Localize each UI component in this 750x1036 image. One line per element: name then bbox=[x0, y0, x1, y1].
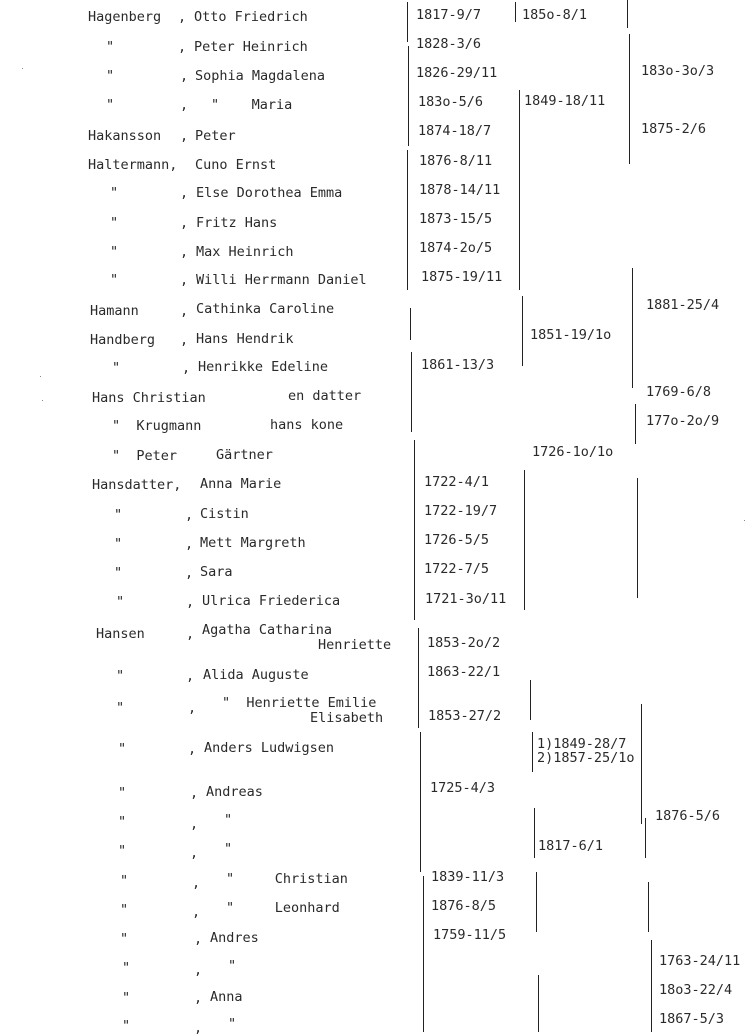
birth-date: 1726-5/5 bbox=[424, 532, 490, 548]
marriage-date-second: 2)1857-25/1o bbox=[537, 750, 635, 766]
surname: Hans Christian bbox=[92, 390, 206, 406]
birth-date: 1853-2o/2 bbox=[427, 635, 501, 651]
death-date: 177o-2o/9 bbox=[646, 413, 720, 429]
column-rule-marriage bbox=[522, 296, 523, 366]
column-rule-death bbox=[632, 268, 633, 388]
name-separator: , bbox=[186, 626, 195, 642]
birth-date: 1863-22/1 bbox=[427, 664, 501, 680]
birth-date: 1875-19/11 bbox=[421, 269, 503, 285]
surname: Hakansson bbox=[88, 128, 162, 144]
birth-date: 183o-5/6 bbox=[418, 94, 484, 110]
name-separator: , bbox=[185, 507, 194, 523]
given-name: " Christian bbox=[226, 871, 348, 887]
given-name: Sophia Magdalena bbox=[195, 68, 326, 84]
name-separator: , bbox=[192, 875, 201, 891]
birth-date: 1874-2o/5 bbox=[419, 240, 493, 256]
column-rule-death bbox=[641, 704, 642, 824]
given-name: " Leonhard bbox=[226, 900, 340, 916]
ditto-mark: " bbox=[118, 785, 127, 801]
ditto-mark: " bbox=[116, 700, 125, 716]
given-name: Gärtner bbox=[216, 447, 273, 463]
birth-date: 1876-8/5 bbox=[431, 898, 497, 914]
ditto-mark: " bbox=[224, 812, 233, 828]
birth-date: 1759-11/5 bbox=[433, 927, 507, 943]
name-separator: , bbox=[178, 9, 187, 25]
name-separator: , bbox=[192, 904, 201, 920]
name-separator: , bbox=[180, 303, 189, 319]
birth-date: 1817-9/7 bbox=[416, 7, 482, 23]
ditto-mark: " bbox=[228, 1016, 237, 1032]
column-rule-birth bbox=[414, 440, 415, 620]
birth-date: 1725-4/3 bbox=[430, 780, 496, 796]
column-rule-birth bbox=[420, 732, 421, 872]
ditto-mark: " bbox=[118, 741, 127, 757]
given-name: Anna bbox=[210, 989, 243, 1005]
column-rule-birth bbox=[411, 352, 412, 432]
given-name: Agatha Catharina bbox=[202, 622, 333, 638]
given-name: Willi Herrmann Daniel bbox=[196, 272, 367, 288]
scan-speck bbox=[22, 68, 23, 69]
birth-date: 1861-13/3 bbox=[421, 357, 495, 373]
scan-speck bbox=[40, 376, 41, 377]
name-separator: , bbox=[185, 565, 194, 581]
name-separator: , bbox=[194, 1020, 203, 1036]
death-date: 1769-6/8 bbox=[646, 384, 712, 400]
surname: Hamann bbox=[90, 303, 139, 319]
ditto-mark: " bbox=[120, 902, 129, 918]
ditto-mark: " bbox=[120, 931, 129, 947]
column-rule-marriage bbox=[524, 470, 525, 610]
name-separator: , bbox=[180, 244, 189, 260]
surname: Haltermann, bbox=[88, 157, 178, 173]
surname: Hansdatter, bbox=[92, 477, 182, 493]
birth-date: 1826-29/11 bbox=[416, 65, 498, 81]
birth-date: 1876-8/11 bbox=[419, 153, 493, 169]
ditto-mark: " bbox=[114, 565, 123, 581]
given-name: Sara bbox=[200, 564, 233, 580]
given-name: Otto Friedrich bbox=[194, 9, 308, 25]
ditto-mark: " bbox=[224, 841, 233, 857]
death-date: 1881-25/4 bbox=[646, 297, 720, 313]
name-separator: , bbox=[188, 741, 197, 757]
ditto-mark: " bbox=[116, 594, 125, 610]
name-separator: , bbox=[190, 785, 199, 801]
column-rule-death bbox=[629, 34, 630, 164]
scan-speck bbox=[42, 400, 43, 401]
birth-date: 1722-19/7 bbox=[424, 503, 498, 519]
death-date: 183o-3o/3 bbox=[641, 63, 715, 79]
column-rule-death bbox=[635, 404, 636, 444]
given-name: Hans Hendrik bbox=[196, 331, 294, 347]
death-date: 18o3-22/4 bbox=[659, 982, 733, 998]
name-separator: , bbox=[194, 931, 203, 947]
column-rule-birth bbox=[408, 46, 409, 146]
birth-date: 1722-7/5 bbox=[424, 561, 490, 577]
given-name: Cuno Ernst bbox=[195, 157, 277, 173]
birth-date: 1722-4/1 bbox=[424, 474, 490, 490]
ditto-mark: " bbox=[106, 39, 115, 55]
given-name: en datter bbox=[288, 388, 362, 404]
given-name: Else Dorothea Emma bbox=[196, 185, 343, 201]
surname: Hansen bbox=[96, 626, 145, 642]
ditto-mark: " bbox=[112, 360, 121, 376]
name-separator: , bbox=[180, 185, 189, 201]
surname: " Krugmann bbox=[112, 418, 202, 434]
ditto-mark: " bbox=[122, 1018, 131, 1034]
surname: " Peter bbox=[112, 448, 178, 464]
ditto-mark: " bbox=[110, 272, 119, 288]
column-rule-marriage bbox=[515, 2, 516, 22]
name-separator: , bbox=[185, 536, 194, 552]
given-name: Andreas bbox=[206, 784, 263, 800]
given-name: Peter bbox=[195, 128, 236, 144]
name-separator: , bbox=[180, 332, 189, 348]
death-date: 1876-5/6 bbox=[655, 808, 721, 824]
ditto-mark: " bbox=[122, 960, 131, 976]
given-name: Anders Ludwigsen bbox=[204, 740, 335, 756]
given-name: Anna Marie bbox=[200, 476, 282, 492]
column-rule-birth bbox=[407, 2, 408, 42]
given-name: Cistin bbox=[200, 506, 249, 522]
marriage-date: 1)1849-28/7 bbox=[537, 736, 627, 752]
column-rule-death bbox=[648, 882, 649, 932]
name-separator: , bbox=[194, 990, 203, 1006]
scan-speck bbox=[744, 520, 745, 521]
name-separator: , bbox=[188, 700, 197, 716]
ditto-mark: " bbox=[118, 814, 127, 830]
ditto-mark: " bbox=[228, 958, 237, 974]
ditto-mark: " bbox=[110, 244, 119, 260]
death-date: 1867-5/3 bbox=[659, 1011, 725, 1027]
column-rule-death bbox=[651, 940, 652, 1032]
ditto-mark: " bbox=[106, 68, 115, 84]
surname: Hagenberg bbox=[88, 9, 162, 25]
column-rule-birth bbox=[410, 308, 411, 340]
birth-date: 1878-14/11 bbox=[419, 182, 501, 198]
given-name: " Henriette Emilie bbox=[222, 695, 377, 711]
name-separator: , bbox=[180, 68, 189, 84]
marriage-date: 1726-1o/1o bbox=[532, 444, 614, 460]
column-rule-marriage bbox=[536, 872, 537, 932]
surname: Handberg bbox=[90, 332, 156, 348]
given-name: Max Heinrich bbox=[196, 244, 294, 260]
ditto-mark: " bbox=[122, 990, 131, 1006]
given-name: Fritz Hans bbox=[196, 215, 278, 231]
name-separator: , bbox=[194, 962, 203, 978]
name-separator: , bbox=[180, 128, 189, 144]
column-rule-marriage bbox=[538, 975, 539, 1032]
ditto-mark: " bbox=[118, 843, 127, 859]
death-date: 1875-2/6 bbox=[641, 121, 707, 137]
ditto-mark: " bbox=[106, 97, 115, 113]
given-name: Mett Margreth bbox=[200, 535, 306, 551]
name-separator: , bbox=[180, 215, 189, 231]
given-name: Henrikke Edeline bbox=[198, 359, 329, 375]
given-name: Cathinka Caroline bbox=[196, 301, 335, 317]
birth-date: 1839-11/3 bbox=[431, 869, 505, 885]
ditto-mark: " bbox=[114, 536, 123, 552]
birth-date: 1828-3/6 bbox=[416, 36, 482, 52]
death-date: 1763-24/11 bbox=[659, 953, 741, 969]
birth-date: 1873-15/5 bbox=[419, 211, 493, 227]
ditto-mark: " bbox=[120, 873, 129, 889]
ditto-mark: " bbox=[110, 215, 119, 231]
marriage-date: 185o-8/1 bbox=[522, 7, 588, 23]
given-name: hans kone bbox=[270, 417, 344, 433]
birth-date: 1721-3o/11 bbox=[425, 591, 507, 607]
name-separator: , bbox=[190, 816, 199, 832]
column-rule-marriage bbox=[530, 680, 531, 720]
given-name-continued: Elisabeth bbox=[310, 710, 384, 726]
name-separator: , bbox=[180, 97, 189, 113]
birth-date: 1874-18/7 bbox=[418, 123, 492, 139]
given-name: Andres bbox=[210, 930, 259, 946]
name-separator: , bbox=[180, 272, 189, 288]
name-separator: , bbox=[186, 594, 195, 610]
ditto-mark: " bbox=[116, 668, 125, 684]
given-name: " Maria bbox=[211, 97, 293, 113]
column-rule-death bbox=[637, 478, 638, 598]
column-rule-marriage bbox=[532, 732, 533, 772]
column-rule-birth bbox=[418, 628, 419, 728]
given-name: Peter Heinrich bbox=[194, 39, 308, 55]
birth-date: 1853-27/2 bbox=[428, 708, 502, 724]
ditto-mark: " bbox=[110, 185, 119, 201]
given-name: Ulrica Friederica bbox=[202, 593, 341, 609]
given-name: Alida Auguste bbox=[203, 667, 309, 683]
column-rule-death bbox=[645, 818, 646, 858]
ditto-mark: " bbox=[114, 507, 123, 523]
name-separator: , bbox=[178, 39, 187, 55]
column-rule-death bbox=[627, 0, 628, 28]
column-rule-marriage bbox=[519, 90, 520, 290]
given-name-continued: Henriette bbox=[318, 637, 392, 653]
column-rule-marriage bbox=[534, 808, 535, 858]
name-separator: , bbox=[182, 360, 191, 376]
name-separator: , bbox=[186, 668, 195, 684]
marriage-date: 1849-18/11 bbox=[524, 93, 606, 109]
marriage-date: 1851-19/1o bbox=[530, 327, 612, 343]
name-separator: , bbox=[190, 845, 199, 861]
column-rule-birth bbox=[407, 150, 408, 290]
column-rule-birth bbox=[423, 876, 424, 1032]
marriage-date: 1817-6/1 bbox=[538, 838, 604, 854]
